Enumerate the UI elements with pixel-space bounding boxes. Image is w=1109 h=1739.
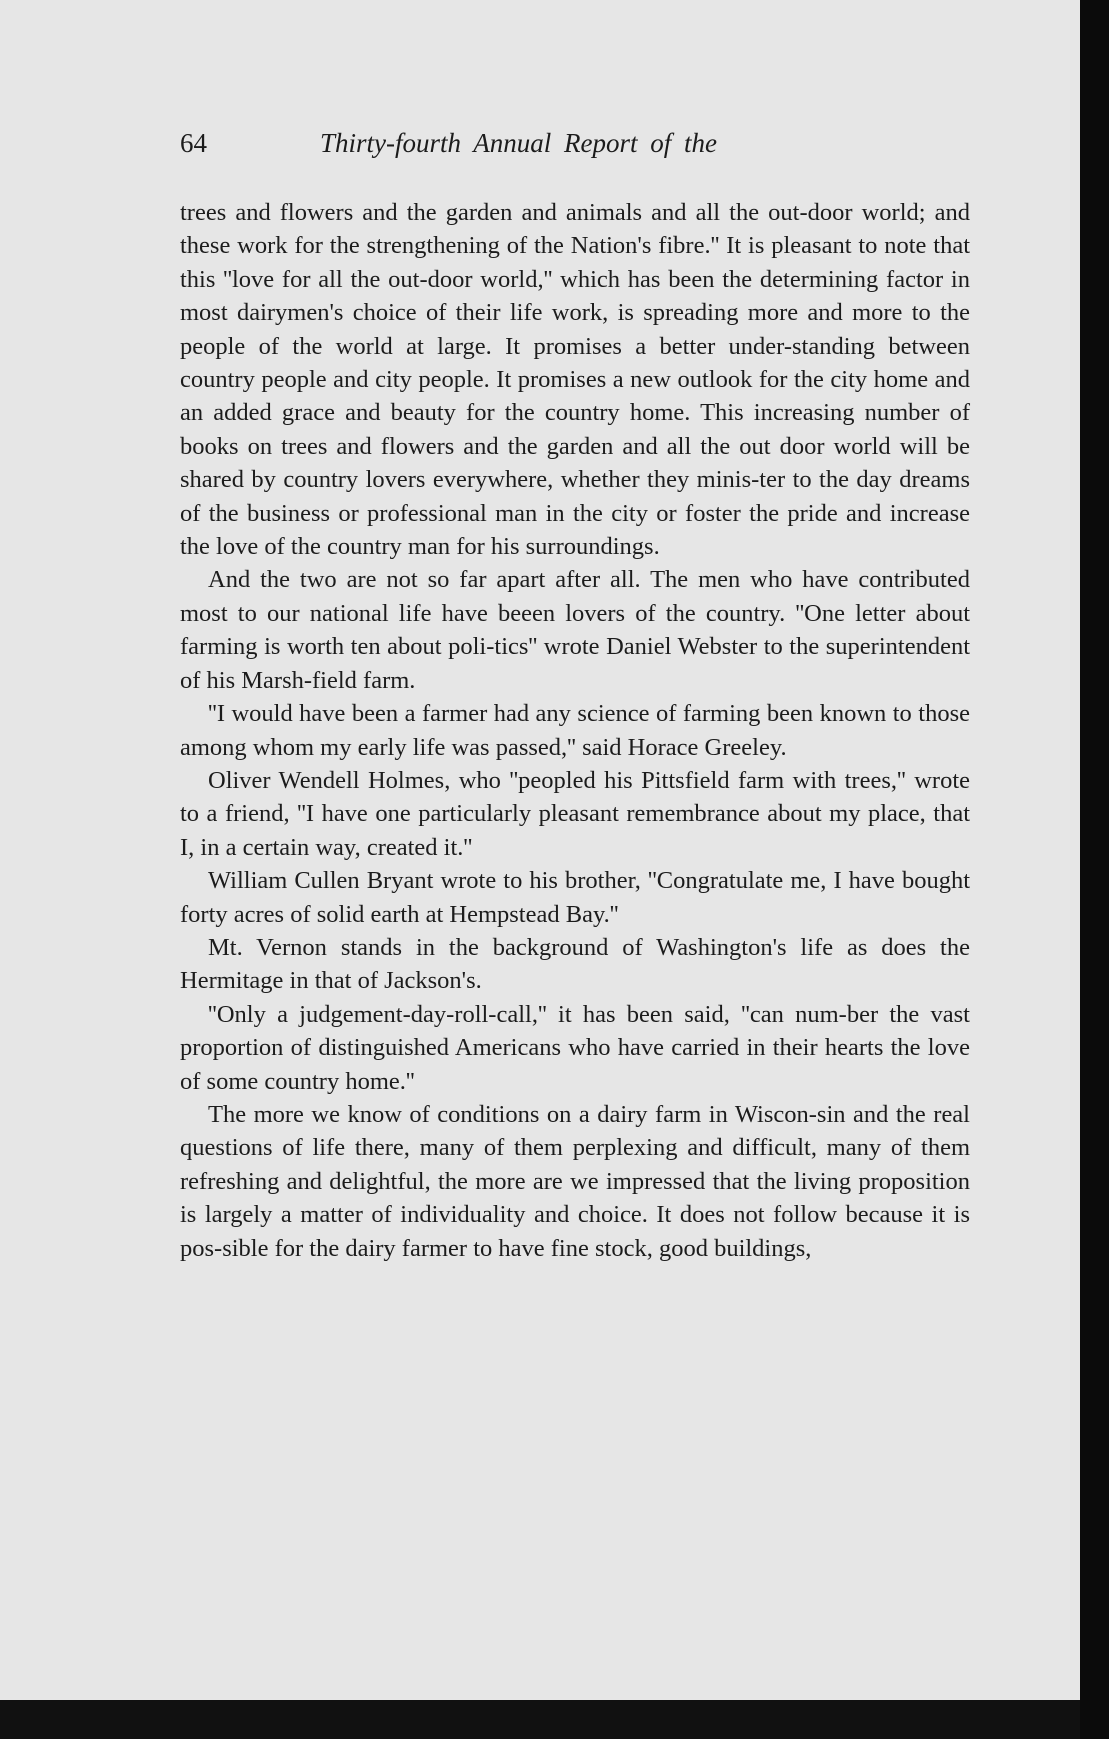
paragraph: The more we know of conditions on a dairy farm in Wiscon-sin and the real questions of life there, many of them perplexing and difficult, many of them refreshing and delightful, the more are we impressed that the living proposition is largely a matter of individuality and choice. It does not follow because it is pos-sible for the dairy farmer to have fine stock, good buildings, (180, 1100, 970, 1262)
paragraph: ''I would have been a farmer had any science of farming been known to those among whom my early life was passed,'' said Horace Greeley. (180, 700, 970, 761)
paragraph: ''Only a judgement-day-roll-call,'' it has been said, ''can num-ber the vast proportion of distinguished Americans who have carried in their hearts the love of some country home.'' (180, 1000, 970, 1095)
page-header (180, 128, 970, 168)
page-number: 64 (180, 128, 207, 158)
running-head: Thirty-fourth Annual Report of the (320, 128, 717, 158)
paragraph: Mt. Vernon stands in the background of Washington's life as does the Hermitage in that of Jackson's. (180, 933, 970, 995)
paragraph: trees and flowers and the garden and animals and all the out-door world; and these work for the strengthening of the Nation's fibre.'' It is pleasant to note that this ''love for all the out-door world,'' which has been the determining factor in most dairymen's choice of their life work, is spreading more and more to the people of the world at large. It promises a better under-standing between country people and city people. It promises a new outlook for the city home and an added grace and beauty for the country home. This increasing number of books on trees and flowers and the garden and all the out door world will be shared by country lovers everywhere, whether they minis-ter to the day dreams of the business or professional man in the city or foster the pride and increase the love of the country man for his surroundings. (180, 199, 970, 561)
paragraph: William Cullen Bryant wrote to his brother, ''Congratulate me, I have bought forty acres of solid earth at Hempstead Bay.'' (180, 867, 970, 928)
body-text (180, 196, 970, 1265)
paragraph: Oliver Wendell Holmes, who ''peopled his Pittsfield farm with trees,'' wrote to a friend, ''I have one particularly pleasant remembrance about my place, that I, in a certain way, created it.'' (180, 766, 970, 861)
scan-edge (1080, 0, 1109, 1739)
paragraph: And the two are not so far apart after all. The men who have contributed most to our national life have beeen lovers of the country. ''One letter about farming is worth ten about poli-tics'' wrote Daniel Webster to the superintendent of his Marsh-field farm. (180, 566, 970, 694)
